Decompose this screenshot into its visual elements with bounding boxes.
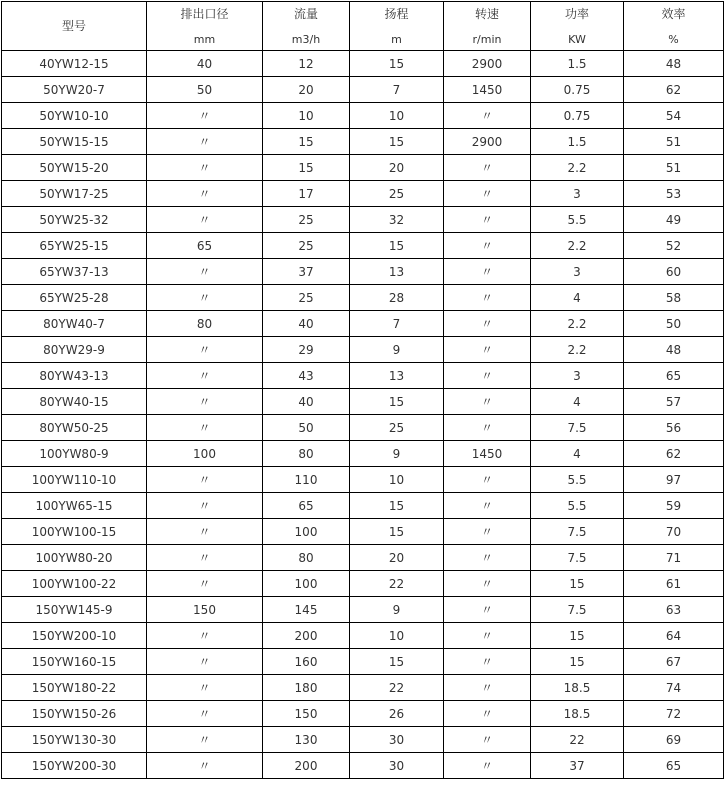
cell-speed: 〃 [444, 415, 531, 441]
header-model [2, 2, 147, 51]
cell-model: 100YW100-22 [2, 571, 147, 597]
cell-power: 7.5 [531, 519, 624, 545]
cell-power: 1.5 [531, 51, 624, 77]
cell-flow: 100 [263, 571, 350, 597]
cell-head: 15 [350, 51, 444, 77]
cell-efficiency: 65 [624, 363, 724, 389]
header-label: 流量 [293, 6, 318, 21]
cell-head: 25 [350, 181, 444, 207]
cell-head: 9 [350, 441, 444, 467]
cell-model: 150YW200-30 [2, 753, 147, 779]
table-row [2, 363, 724, 389]
cell-speed: 〃 [444, 649, 531, 675]
cell-power: 22 [531, 727, 624, 753]
cell-power: 0.75 [531, 77, 624, 103]
cell-outlet-diameter: 〃 [147, 181, 263, 207]
cell-speed: 〃 [444, 701, 531, 727]
header-unit: KW [568, 32, 586, 46]
cell-model: 50YW10-10 [2, 103, 147, 129]
table-row [2, 259, 724, 285]
cell-power: 15 [531, 649, 624, 675]
cell-model: 50YW25-32 [2, 207, 147, 233]
cell-outlet-diameter: 〃 [147, 753, 263, 779]
table-row [2, 571, 724, 597]
cell-flow: 80 [263, 441, 350, 467]
cell-efficiency: 58 [624, 285, 724, 311]
cell-head: 10 [350, 103, 444, 129]
cell-model: 50YW15-20 [2, 155, 147, 181]
cell-head: 30 [350, 727, 444, 753]
table-row [2, 597, 724, 623]
cell-efficiency: 62 [624, 77, 724, 103]
cell-power: 5.5 [531, 467, 624, 493]
cell-power: 5.5 [531, 493, 624, 519]
cell-flow: 37 [263, 259, 350, 285]
cell-efficiency: 71 [624, 545, 724, 571]
cell-head: 10 [350, 623, 444, 649]
cell-outlet-diameter: 〃 [147, 389, 263, 415]
cell-head: 15 [350, 649, 444, 675]
header-unit: m [391, 32, 402, 46]
cell-speed: 〃 [444, 727, 531, 753]
cell-power: 4 [531, 285, 624, 311]
cell-flow: 80 [263, 545, 350, 571]
table-row [2, 493, 724, 519]
cell-model: 150YW130-30 [2, 727, 147, 753]
cell-power: 3 [531, 363, 624, 389]
table-row [2, 753, 724, 779]
table-row [2, 77, 724, 103]
cell-speed: 〃 [444, 493, 531, 519]
table-row [2, 441, 724, 467]
cell-head: 15 [350, 519, 444, 545]
cell-flow: 50 [263, 415, 350, 441]
header-label: 扬程 [384, 6, 409, 21]
cell-model: 150YW180-22 [2, 675, 147, 701]
cell-efficiency: 67 [624, 649, 724, 675]
cell-speed: 〃 [444, 545, 531, 571]
cell-speed: 2900 [444, 51, 531, 77]
cell-head: 9 [350, 337, 444, 363]
table-row [2, 103, 724, 129]
cell-head: 7 [350, 311, 444, 337]
cell-speed: 〃 [444, 753, 531, 779]
table-row [2, 129, 724, 155]
table-row [2, 155, 724, 181]
cell-model: 150YW160-15 [2, 649, 147, 675]
cell-speed: 〃 [444, 337, 531, 363]
cell-power: 1.5 [531, 129, 624, 155]
cell-efficiency: 62 [624, 441, 724, 467]
cell-speed: 〃 [444, 597, 531, 623]
cell-speed: 〃 [444, 363, 531, 389]
header-label: 型号 [61, 19, 86, 33]
header-label: 排出口径 [180, 6, 229, 21]
cell-power: 7.5 [531, 415, 624, 441]
cell-flow: 200 [263, 623, 350, 649]
cell-outlet-diameter: 〃 [147, 493, 263, 519]
cell-outlet-diameter: 〃 [147, 103, 263, 129]
cell-head: 9 [350, 597, 444, 623]
cell-outlet-diameter: 〃 [147, 649, 263, 675]
cell-flow: 15 [263, 129, 350, 155]
cell-model: 150YW145-9 [2, 597, 147, 623]
cell-flow: 10 [263, 103, 350, 129]
cell-flow: 100 [263, 519, 350, 545]
cell-outlet-diameter: 〃 [147, 701, 263, 727]
header-unit: % [668, 32, 679, 46]
cell-efficiency: 49 [624, 207, 724, 233]
cell-model: 40YW12-15 [2, 51, 147, 77]
cell-flow: 200 [263, 753, 350, 779]
cell-head: 28 [350, 285, 444, 311]
cell-power: 2.2 [531, 337, 624, 363]
cell-speed: 〃 [444, 389, 531, 415]
cell-head: 22 [350, 675, 444, 701]
cell-efficiency: 69 [624, 727, 724, 753]
cell-model: 100YW110-10 [2, 467, 147, 493]
cell-power: 18.5 [531, 701, 624, 727]
cell-speed: 〃 [444, 675, 531, 701]
cell-speed: 〃 [444, 519, 531, 545]
table-row [2, 519, 724, 545]
cell-efficiency: 63 [624, 597, 724, 623]
cell-power: 7.5 [531, 597, 624, 623]
cell-flow: 180 [263, 675, 350, 701]
cell-model: 150YW200-10 [2, 623, 147, 649]
cell-flow: 110 [263, 467, 350, 493]
cell-flow: 15 [263, 155, 350, 181]
cell-model: 100YW80-20 [2, 545, 147, 571]
cell-flow: 25 [263, 233, 350, 259]
cell-speed: 1450 [444, 77, 531, 103]
cell-flow: 12 [263, 51, 350, 77]
cell-head: 13 [350, 259, 444, 285]
header-unit: m3/h [291, 32, 321, 46]
cell-outlet-diameter: 80 [147, 311, 263, 337]
cell-power: 2.2 [531, 155, 624, 181]
cell-efficiency: 48 [624, 51, 724, 77]
cell-efficiency: 52 [624, 233, 724, 259]
table-row [2, 623, 724, 649]
cell-power: 2.2 [531, 311, 624, 337]
cell-power: 0.75 [531, 103, 624, 129]
cell-head: 32 [350, 207, 444, 233]
cell-outlet-diameter: 65 [147, 233, 263, 259]
cell-model: 65YW25-28 [2, 285, 147, 311]
cell-speed: 2900 [444, 129, 531, 155]
cell-efficiency: 54 [624, 103, 724, 129]
table-row [2, 311, 724, 337]
cell-efficiency: 48 [624, 337, 724, 363]
table-row [2, 415, 724, 441]
cell-head: 26 [350, 701, 444, 727]
cell-flow: 65 [263, 493, 350, 519]
cell-outlet-diameter: 〃 [147, 363, 263, 389]
cell-model: 50YW17-25 [2, 181, 147, 207]
cell-efficiency: 65 [624, 753, 724, 779]
cell-outlet-diameter: 〃 [147, 519, 263, 545]
cell-flow: 160 [263, 649, 350, 675]
cell-model: 80YW40-15 [2, 389, 147, 415]
header-head [350, 2, 444, 51]
cell-head: 25 [350, 415, 444, 441]
cell-power: 15 [531, 623, 624, 649]
cell-head: 20 [350, 545, 444, 571]
cell-outlet-diameter: 〃 [147, 285, 263, 311]
cell-power: 2.2 [531, 233, 624, 259]
cell-efficiency: 70 [624, 519, 724, 545]
cell-model: 80YW50-25 [2, 415, 147, 441]
header-outlet-diameter [147, 2, 263, 51]
cell-model: 100YW80-9 [2, 441, 147, 467]
cell-efficiency: 74 [624, 675, 724, 701]
cell-efficiency: 97 [624, 467, 724, 493]
table-header [2, 2, 724, 51]
cell-outlet-diameter: 〃 [147, 623, 263, 649]
cell-outlet-diameter: 〃 [147, 207, 263, 233]
cell-flow: 25 [263, 285, 350, 311]
cell-speed: 〃 [444, 285, 531, 311]
header-efficiency [624, 2, 724, 51]
cell-speed: 〃 [444, 571, 531, 597]
table-row [2, 727, 724, 753]
cell-efficiency: 56 [624, 415, 724, 441]
cell-head: 30 [350, 753, 444, 779]
header-label: 效率 [661, 6, 686, 21]
cell-head: 10 [350, 467, 444, 493]
cell-outlet-diameter: 〃 [147, 727, 263, 753]
header-power [531, 2, 624, 51]
table-row [2, 207, 724, 233]
table-row [2, 285, 724, 311]
cell-outlet-diameter: 〃 [147, 155, 263, 181]
cell-model: 65YW25-15 [2, 233, 147, 259]
cell-flow: 17 [263, 181, 350, 207]
cell-model: 50YW20-7 [2, 77, 147, 103]
cell-head: 22 [350, 571, 444, 597]
cell-speed: 〃 [444, 155, 531, 181]
header-speed [444, 2, 531, 51]
cell-speed: 〃 [444, 311, 531, 337]
table-row [2, 181, 724, 207]
cell-efficiency: 59 [624, 493, 724, 519]
cell-speed: 〃 [444, 233, 531, 259]
table-body [2, 51, 724, 779]
cell-model: 50YW15-15 [2, 129, 147, 155]
cell-speed: 〃 [444, 103, 531, 129]
cell-flow: 43 [263, 363, 350, 389]
header-unit: r/min [472, 32, 502, 46]
cell-speed: 〃 [444, 181, 531, 207]
header-label: 转速 [474, 6, 499, 21]
cell-speed: 〃 [444, 467, 531, 493]
cell-head: 15 [350, 493, 444, 519]
cell-flow: 40 [263, 311, 350, 337]
cell-efficiency: 61 [624, 571, 724, 597]
cell-efficiency: 57 [624, 389, 724, 415]
table-row [2, 467, 724, 493]
cell-efficiency: 60 [624, 259, 724, 285]
cell-power: 15 [531, 571, 624, 597]
header-label: 功率 [564, 6, 589, 21]
cell-flow: 25 [263, 207, 350, 233]
pump-spec-table [1, 1, 724, 779]
cell-model: 80YW40-7 [2, 311, 147, 337]
cell-efficiency: 53 [624, 181, 724, 207]
cell-speed: 〃 [444, 259, 531, 285]
cell-head: 15 [350, 389, 444, 415]
cell-model: 150YW150-26 [2, 701, 147, 727]
header-row [2, 2, 724, 51]
cell-model: 100YW65-15 [2, 493, 147, 519]
cell-flow: 145 [263, 597, 350, 623]
cell-outlet-diameter: 〃 [147, 545, 263, 571]
table-row [2, 649, 724, 675]
cell-model: 100YW100-15 [2, 519, 147, 545]
cell-outlet-diameter: 〃 [147, 415, 263, 441]
cell-outlet-diameter: 50 [147, 77, 263, 103]
table-row [2, 675, 724, 701]
cell-power: 4 [531, 441, 624, 467]
cell-outlet-diameter: 〃 [147, 259, 263, 285]
cell-speed: 〃 [444, 623, 531, 649]
table-row [2, 233, 724, 259]
cell-speed: 〃 [444, 207, 531, 233]
cell-flow: 40 [263, 389, 350, 415]
table-row [2, 389, 724, 415]
cell-head: 13 [350, 363, 444, 389]
cell-model: 65YW37-13 [2, 259, 147, 285]
cell-power: 4 [531, 389, 624, 415]
cell-efficiency: 51 [624, 155, 724, 181]
header-flow [263, 2, 350, 51]
cell-flow: 29 [263, 337, 350, 363]
cell-power: 7.5 [531, 545, 624, 571]
table-row [2, 701, 724, 727]
cell-outlet-diameter: 〃 [147, 675, 263, 701]
cell-power: 3 [531, 259, 624, 285]
header-unit: mm [193, 32, 216, 46]
cell-power: 5.5 [531, 207, 624, 233]
cell-speed: 1450 [444, 441, 531, 467]
cell-head: 20 [350, 155, 444, 181]
cell-head: 7 [350, 77, 444, 103]
cell-efficiency: 64 [624, 623, 724, 649]
cell-head: 15 [350, 233, 444, 259]
cell-outlet-diameter: 〃 [147, 337, 263, 363]
cell-outlet-diameter: 150 [147, 597, 263, 623]
cell-head: 15 [350, 129, 444, 155]
cell-flow: 150 [263, 701, 350, 727]
cell-model: 80YW29-9 [2, 337, 147, 363]
table-row [2, 337, 724, 363]
cell-outlet-diameter: 〃 [147, 467, 263, 493]
cell-power: 3 [531, 181, 624, 207]
cell-efficiency: 50 [624, 311, 724, 337]
cell-flow: 130 [263, 727, 350, 753]
cell-outlet-diameter: 100 [147, 441, 263, 467]
cell-power: 18.5 [531, 675, 624, 701]
cell-outlet-diameter: 〃 [147, 571, 263, 597]
cell-model: 80YW43-13 [2, 363, 147, 389]
table-row [2, 51, 724, 77]
cell-efficiency: 51 [624, 129, 724, 155]
cell-flow: 20 [263, 77, 350, 103]
cell-outlet-diameter: 40 [147, 51, 263, 77]
table-row [2, 545, 724, 571]
cell-efficiency: 72 [624, 701, 724, 727]
cell-outlet-diameter: 〃 [147, 129, 263, 155]
cell-power: 37 [531, 753, 624, 779]
